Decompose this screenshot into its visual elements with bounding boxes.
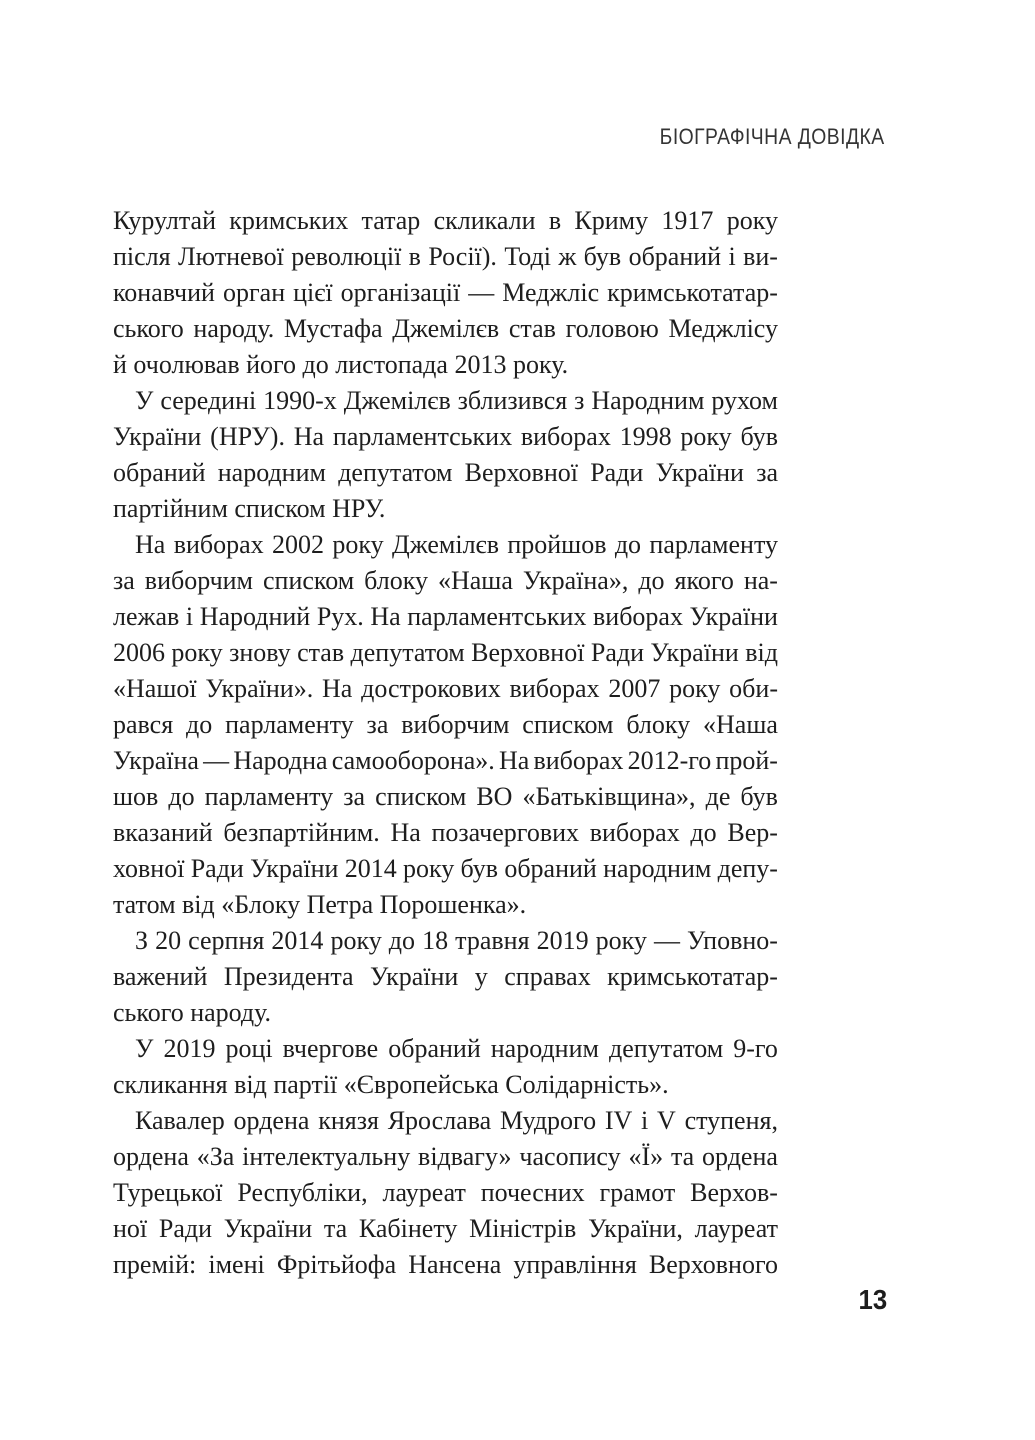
text-line: 2006 року знову став депутатом Верховної Ради України від <box>113 638 778 667</box>
page-number: 13 <box>858 1284 887 1315</box>
text-line: України (НРУ). На парламентських виборах 1998 року був <box>113 422 778 451</box>
text-line: лежав і Народний Рух. На парламентських виборах України <box>113 602 778 631</box>
text-line: ського народу. <box>113 998 272 1027</box>
text-line: Кавалер ордена князя Ярослава Мудрого IV і V ступеня, <box>135 1106 778 1135</box>
text-line: шов до парламенту за списком ВО «Батьківщина», де був <box>113 782 778 811</box>
text-line: ховної Ради України 2014 року був обраний народним депу- <box>113 854 778 883</box>
text-line: ського народу. Мустафа Джемілєв став головою Меджлісу <box>113 314 778 343</box>
text-line: рався до парламенту за виборчим списком блоку «Наша <box>113 710 778 739</box>
text-line: партійним списком НРУ. <box>113 494 386 523</box>
text-line: важений Президента України у справах кримськотатар- <box>113 962 778 991</box>
text-line: й очолював його до листопада 2013 року. <box>113 350 569 379</box>
body-text <box>113 203 778 1283</box>
text-line: З 20 серпня 2014 року до 18 травня 2019 року — Уповно- <box>135 926 778 955</box>
text-line: «Нашої України». На дострокових виборах 2007 року оби- <box>113 674 778 703</box>
text-line: ордена «За інтелектуальну відвагу» часопису «Ї» та ордена <box>113 1142 778 1171</box>
text-line: У 2019 році вчергове обраний народним депутатом 9-го <box>135 1034 778 1063</box>
text-line: премій: імені Фрітьйофа Нансена управління Верховного <box>113 1250 778 1279</box>
running-head: БІОГРАФІЧНА ДОВІДКА <box>660 124 885 149</box>
text-line: На виборах 2002 року Джемілєв пройшов до парламенту <box>135 530 778 559</box>
text-line: ної Ради України та Кабінету Міністрів України, лауреат <box>113 1214 778 1243</box>
text-line: після Лютневої революції в Росії). Тоді ж був обраний і ви- <box>113 242 778 271</box>
text-line: У середині 1990-х Джемілєв зблизився з Народним рухом <box>135 386 778 415</box>
text-line: Турецької Республіки, лауреат почесних грамот Верхов- <box>113 1178 778 1207</box>
text-line: вказаний безпартійним. На позачергових виборах до Вер- <box>113 818 778 847</box>
text-line: обраний народним депутатом Верховної Ради України за <box>113 458 778 487</box>
text-line: татом від «Блоку Петра Порошенка». <box>113 890 527 919</box>
text-line: Курултай кримських татар скликали в Криму 1917 року <box>113 206 778 235</box>
text-line: скликання від партії «Європейська Солідарність». <box>113 1070 669 1099</box>
text-line: за виборчим списком блоку «Наша Україна», до якого на- <box>113 566 778 595</box>
text-line: Україна — Народна самооборона». На виборах 2012-го прой- <box>113 746 778 775</box>
text-line: конавчий орган цієї організації — Меджліс кримськотатар- <box>113 278 778 307</box>
